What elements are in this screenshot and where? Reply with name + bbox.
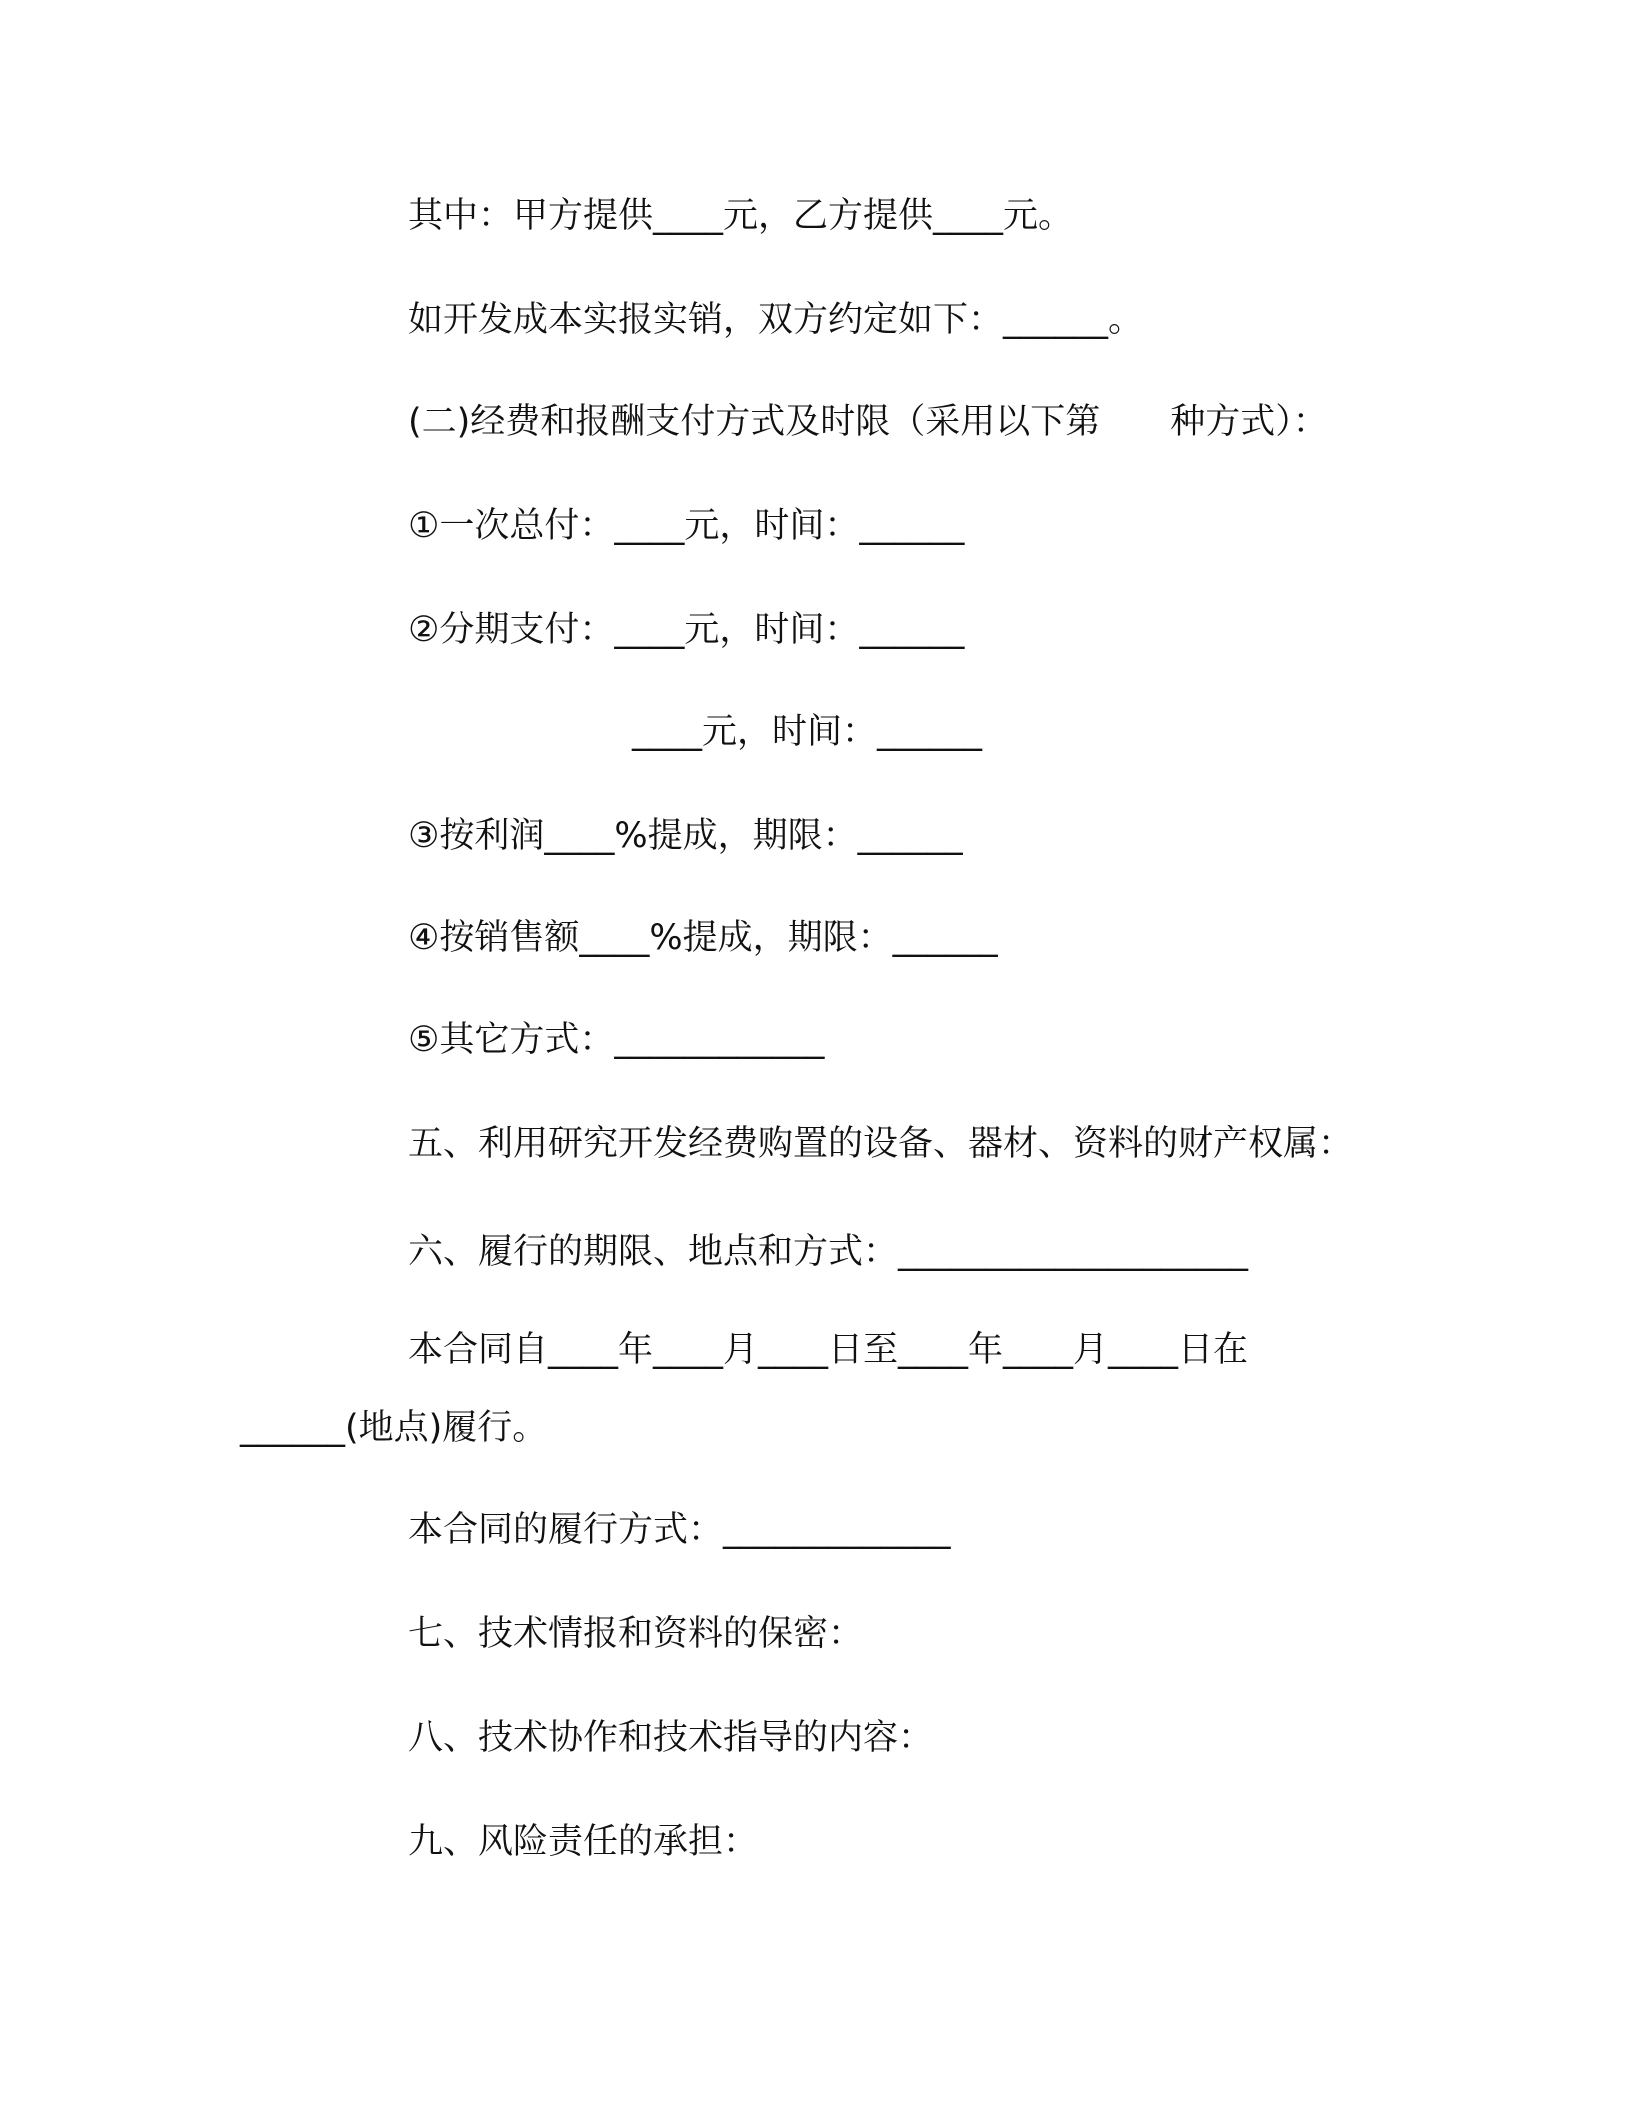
section-nine-heading: 九、风险责任的承担： — [408, 1822, 759, 1862]
contract-period-line: 本合同自____年____月____日至____年____月____日在 — [408, 1330, 1249, 1370]
other-method-line: ⑤其它方式：____________ — [408, 1020, 825, 1060]
payment-method-heading: (二)经费和报酬支付方式及时限（采用以下第 种方式）： — [408, 402, 1328, 442]
performance-method-line: 本合同的履行方式：_____________ — [408, 1510, 951, 1550]
lump-sum-payment-line: ①一次总付：____元，时间：______ — [408, 506, 965, 546]
section-five-heading: 五、利用研究开发经费购置的设备、器材、资料的财产权属： — [408, 1124, 1354, 1164]
section-six-heading: 六、履行的期限、地点和方式：____________________ — [408, 1232, 1249, 1272]
sales-share-line: ④按销售额____%提成，期限：______ — [408, 918, 998, 958]
profit-share-line: ③按利润____%提成，期限：______ — [408, 816, 963, 856]
installment-payment-continued-line: ____元，时间：______ — [632, 712, 983, 752]
cost-reimbursement-line: 如开发成本实报实销，双方约定如下：______。 — [408, 300, 1144, 340]
section-seven-heading: 七、技术情报和资料的保密： — [408, 1614, 864, 1654]
installment-payment-line: ②分期支付：____元，时间：______ — [408, 610, 965, 650]
contract-location-line: ______(地点)履行。 — [240, 1408, 548, 1448]
section-eight-heading: 八、技术协作和技术指导的内容： — [408, 1718, 934, 1758]
funding-split-line: 其中：甲方提供____元，乙方提供____元。 — [408, 196, 1074, 236]
